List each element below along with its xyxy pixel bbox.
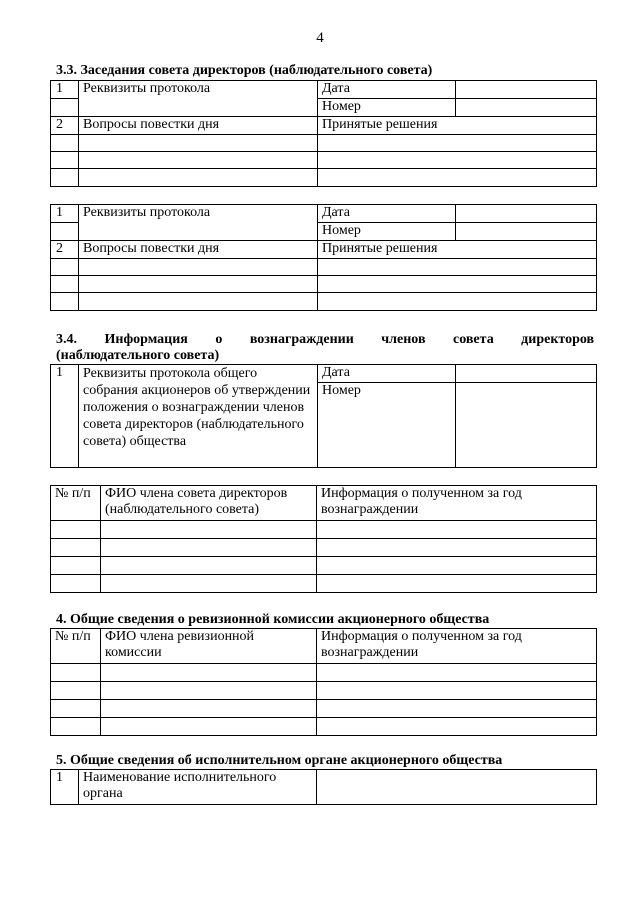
row-number: 1 bbox=[51, 81, 79, 99]
empty-cell[interactable] bbox=[51, 293, 79, 311]
empty-cell[interactable] bbox=[101, 539, 317, 557]
empty-cell[interactable] bbox=[318, 135, 597, 152]
empty-cell[interactable] bbox=[101, 700, 317, 718]
executive-body-table bbox=[50, 769, 597, 805]
date-label: Дата bbox=[318, 81, 456, 99]
protocol-details-label: Реквизиты протокола bbox=[79, 81, 318, 117]
date-value-cell[interactable] bbox=[456, 365, 597, 383]
number-value-cell[interactable] bbox=[456, 223, 597, 241]
date-label: Дата bbox=[318, 365, 456, 383]
empty-cell[interactable] bbox=[317, 575, 597, 593]
empty-cell[interactable] bbox=[79, 152, 318, 169]
empty-cell[interactable] bbox=[51, 575, 101, 593]
empty-cell[interactable] bbox=[101, 664, 317, 682]
empty-cell[interactable] bbox=[51, 259, 79, 276]
date-value-cell[interactable] bbox=[456, 205, 597, 223]
agenda-label: Вопросы повестки дня bbox=[79, 241, 318, 259]
section-3-3-heading: 3.3. Заседания совета директоров (наблюдательного совета) bbox=[56, 63, 433, 78]
empty-cell[interactable] bbox=[51, 539, 101, 557]
column-header-number: № п/п bbox=[51, 629, 101, 664]
empty-cell[interactable] bbox=[318, 293, 597, 311]
meetings-table-2 bbox=[50, 204, 597, 311]
column-header-info: Информация о полученном за год вознаграждении bbox=[317, 486, 597, 521]
empty-cell[interactable] bbox=[101, 557, 317, 575]
date-label: Дата bbox=[318, 205, 456, 223]
empty-cell[interactable] bbox=[101, 521, 317, 539]
empty-cell[interactable] bbox=[51, 135, 79, 152]
empty-cell[interactable] bbox=[51, 521, 101, 539]
board-members-table bbox=[50, 485, 597, 593]
number-label: Номер bbox=[318, 99, 456, 117]
empty-cell[interactable] bbox=[51, 557, 101, 575]
column-header-name: ФИО члена совета директоров (наблюдательного совета) bbox=[101, 486, 317, 521]
empty-cell[interactable] bbox=[51, 664, 101, 682]
agenda-label: Вопросы повестки дня bbox=[79, 117, 318, 135]
row-number: 1 bbox=[51, 365, 79, 468]
heading-word: 3.4. bbox=[56, 332, 77, 347]
column-header-info: Информация о полученном за год вознаграждении bbox=[317, 629, 597, 664]
empty-cell[interactable] bbox=[51, 700, 101, 718]
empty-cell[interactable] bbox=[317, 539, 597, 557]
section-5-heading: 5. Общие сведения об исполнительном органе акционерного общества bbox=[56, 753, 503, 768]
empty-cell[interactable] bbox=[318, 276, 597, 293]
row-number: 2 bbox=[51, 117, 79, 135]
column-header-number: № п/п bbox=[51, 486, 101, 521]
empty-cell[interactable] bbox=[318, 169, 597, 187]
heading-word: Информация bbox=[104, 332, 188, 347]
row-number: 1 bbox=[51, 770, 79, 805]
executive-body-name-label: Наименование исполнительного органа bbox=[79, 770, 317, 805]
empty-cell[interactable] bbox=[318, 259, 597, 276]
row-number: 2 bbox=[51, 241, 79, 259]
number-value-cell[interactable] bbox=[456, 383, 597, 468]
number-label: Номер bbox=[318, 223, 456, 241]
empty-cell[interactable] bbox=[101, 575, 317, 593]
empty-cell[interactable] bbox=[51, 169, 79, 187]
empty-cell[interactable] bbox=[317, 521, 597, 539]
empty-cell[interactable] bbox=[79, 293, 318, 311]
empty-cell[interactable] bbox=[79, 276, 318, 293]
empty-cell[interactable] bbox=[79, 259, 318, 276]
heading-word: о bbox=[215, 332, 223, 347]
empty-cell[interactable] bbox=[101, 718, 317, 736]
empty-cell[interactable] bbox=[318, 152, 597, 169]
section-3-4-heading-line1 bbox=[56, 332, 594, 348]
empty-cell[interactable] bbox=[317, 664, 597, 682]
empty-cell[interactable] bbox=[317, 682, 597, 700]
empty-cell[interactable] bbox=[317, 718, 597, 736]
empty-cell[interactable] bbox=[51, 276, 79, 293]
decisions-label: Принятые решения bbox=[318, 241, 597, 259]
empty-cell[interactable] bbox=[101, 682, 317, 700]
number-label: Номер bbox=[318, 383, 456, 468]
empty-cell[interactable] bbox=[79, 169, 318, 187]
page-number: 4 bbox=[316, 30, 324, 46]
row-number-cell bbox=[51, 223, 79, 241]
empty-cell[interactable] bbox=[51, 682, 101, 700]
section-3-4-heading-line2: (наблюдательного совета) bbox=[56, 348, 220, 363]
audit-commission-table bbox=[50, 628, 597, 736]
protocol-details-label: Реквизиты протокола общего собрания акционеров об утверждении положения о вознаграждении членов совета директоров (наблюдательного совета) общества bbox=[79, 365, 318, 468]
row-number: 1 bbox=[51, 205, 79, 223]
empty-cell[interactable] bbox=[79, 135, 318, 152]
heading-word: совета bbox=[453, 332, 494, 347]
executive-body-name-value-cell[interactable] bbox=[317, 770, 597, 805]
number-value-cell[interactable] bbox=[456, 99, 597, 117]
date-value-cell[interactable] bbox=[456, 81, 597, 99]
heading-word: директоров bbox=[521, 332, 595, 347]
protocol-details-label: Реквизиты протокола bbox=[79, 205, 318, 241]
heading-word: членов bbox=[381, 332, 426, 347]
column-header-name: ФИО члена ревизионной комиссии bbox=[101, 629, 317, 664]
row-number-cell bbox=[51, 99, 79, 117]
heading-word: вознаграждении bbox=[249, 332, 354, 347]
empty-cell[interactable] bbox=[317, 557, 597, 575]
section-4-heading: 4. Общие сведения о ревизионной комиссии акционерного общества bbox=[56, 612, 490, 627]
empty-cell[interactable] bbox=[51, 152, 79, 169]
empty-cell[interactable] bbox=[317, 700, 597, 718]
empty-cell[interactable] bbox=[51, 718, 101, 736]
remuneration-protocol-table bbox=[50, 364, 597, 468]
decisions-label: Принятые решения bbox=[318, 117, 597, 135]
meetings-table-1 bbox=[50, 80, 597, 187]
